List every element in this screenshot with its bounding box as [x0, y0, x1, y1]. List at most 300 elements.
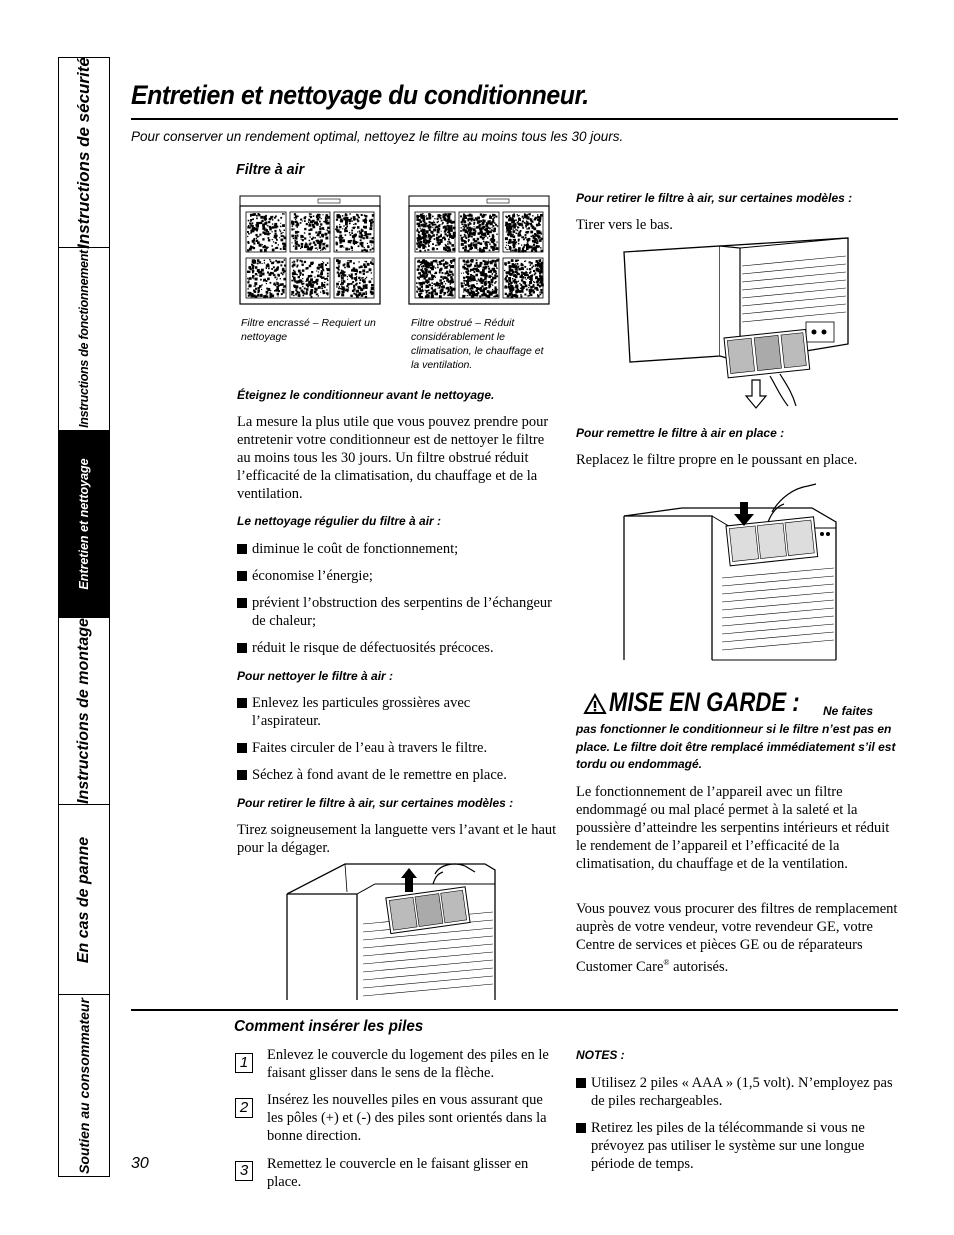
dirt-speck: [306, 279, 309, 282]
dirt-speck: [512, 278, 513, 279]
dirt-speck: [248, 292, 250, 294]
dirt-speck: [275, 247, 277, 249]
dirt-speck: [314, 277, 315, 278]
dirt-speck: [509, 280, 511, 282]
dirt-speck: [310, 236, 311, 237]
dirt-speck: [260, 279, 262, 281]
dirt-speck: [264, 219, 266, 221]
dirt-speck: [336, 259, 339, 262]
dirt-speck: [510, 273, 513, 276]
dirt-speck: [521, 263, 522, 264]
dirt-speck: [283, 291, 285, 293]
dirt-speck: [352, 235, 355, 238]
dirt-speck: [312, 224, 313, 225]
dirt-speck: [432, 289, 435, 292]
step-number: 1: [235, 1053, 253, 1073]
dirt-speck: [255, 273, 257, 275]
dirt-speck: [350, 295, 352, 297]
caution-p2: Vous pouvez vous procurer des filtres de remplacement auprès de votre vendeur, votre revendeur GE, votre Centre de services et pièces GE ou de réparateurs Customer Care® autorisés.: [576, 901, 898, 975]
dirt-speck: [421, 270, 423, 272]
dirt-speck: [325, 233, 328, 236]
dirt-speck: [284, 230, 286, 232]
dirt-speck: [362, 292, 365, 295]
dirt-speck: [283, 278, 286, 281]
dirt-speck: [335, 236, 337, 238]
dirt-speck: [467, 260, 469, 262]
dirt-speck: [489, 236, 490, 237]
dirt-speck: [509, 241, 511, 243]
dirt-speck: [265, 229, 267, 231]
dirt-speck: [323, 247, 326, 250]
dirt-speck: [471, 291, 474, 294]
dirt-speck: [529, 268, 531, 270]
dirt-speck: [506, 237, 508, 239]
dirt-speck: [512, 291, 513, 292]
dirt-speck: [298, 294, 301, 297]
dirt-speck: [251, 222, 253, 224]
dirt-speck: [259, 285, 262, 288]
dirt-speck: [283, 232, 284, 233]
dirt-speck: [505, 278, 507, 280]
dirt-speck: [482, 269, 485, 272]
dirt-speck: [449, 248, 451, 250]
dirt-speck: [369, 281, 370, 282]
dirt-speck: [278, 244, 279, 245]
regular-item: diminue le coût de fonctionnement;: [237, 540, 552, 558]
dirt-speck: [483, 241, 485, 243]
dirt-speck: [435, 277, 436, 278]
dirt-speck: [362, 245, 364, 247]
dirt-speck: [324, 282, 325, 283]
dirt-speck: [341, 270, 343, 272]
dirt-speck: [468, 236, 469, 237]
dirt-speck: [506, 232, 507, 233]
dirt-speck: [438, 288, 439, 289]
dirt-speck: [372, 241, 375, 244]
tab-installation[interactable]: [59, 618, 109, 805]
dirt-speck: [450, 290, 453, 293]
dirt-speck: [431, 282, 433, 284]
page-title: Entretien et nettoyage du conditionneur.: [131, 80, 589, 110]
dirt-speck: [345, 213, 346, 214]
dirt-speck: [355, 273, 357, 275]
dirt-speck: [464, 242, 466, 244]
dirt-speck: [351, 230, 353, 232]
dirt-speck: [254, 282, 257, 285]
dirt-speck: [295, 237, 298, 240]
dirt-speck: [301, 290, 303, 292]
dirt-speck: [267, 278, 270, 281]
dirt-speck: [297, 266, 298, 267]
dirt-speck: [353, 288, 355, 290]
dirt-speck: [448, 225, 451, 228]
dirt-speck: [326, 245, 329, 248]
dirt-speck: [420, 215, 423, 218]
dirt-speck: [283, 247, 286, 250]
dirt-speck: [342, 239, 345, 242]
dirt-speck: [372, 259, 373, 260]
dirt-speck: [298, 216, 299, 217]
dirt-speck: [528, 227, 530, 229]
dirt-speck: [293, 238, 294, 239]
dirt-speck: [323, 270, 324, 271]
dirt-speck: [523, 246, 525, 248]
dirt-speck: [416, 282, 418, 284]
dirt-speck: [291, 228, 293, 230]
dirt-speck: [319, 217, 321, 219]
dirt-speck: [346, 285, 347, 286]
dirt-speck: [261, 284, 262, 285]
dirt-speck: [525, 277, 527, 279]
dirt-speck: [345, 227, 347, 229]
dirt-speck: [339, 294, 340, 295]
dirt-speck: [438, 236, 440, 238]
dirt-speck: [295, 214, 296, 215]
dirt-speck: [488, 275, 491, 278]
dirt-speck: [295, 235, 297, 237]
dirt-speck: [428, 237, 429, 238]
dirt-speck: [491, 276, 492, 277]
dirt-speck: [430, 241, 431, 242]
dirt-speck: [284, 259, 286, 261]
dirt-speck: [432, 285, 433, 286]
dirt-speck: [252, 227, 255, 230]
dirt-speck: [476, 248, 477, 249]
dirt-speck: [349, 260, 352, 263]
dirt-speck: [447, 213, 450, 216]
dirt-speck: [341, 235, 342, 236]
dirt-speck: [272, 249, 275, 252]
dirt-speck: [429, 284, 430, 285]
dirt-speck: [321, 273, 323, 275]
dirt-speck: [531, 278, 532, 279]
dirt-speck: [520, 284, 522, 286]
dirt-speck: [484, 288, 486, 290]
dirt-speck: [256, 238, 257, 239]
dirt-speck: [447, 294, 449, 296]
dirt-speck: [250, 247, 252, 249]
dirt-speck: [518, 234, 521, 237]
tab-operating[interactable]: [59, 248, 109, 431]
dirt-speck: [442, 277, 443, 278]
dirt-speck: [511, 294, 512, 295]
dirt-speck: [422, 262, 424, 264]
dirt-speck: [467, 220, 469, 222]
dirt-speck: [491, 284, 492, 285]
dirt-speck: [532, 221, 534, 223]
dirt-speck: [448, 220, 451, 223]
dirt-speck: [453, 259, 456, 262]
dirt-speck: [508, 277, 511, 280]
dirt-speck: [350, 275, 353, 278]
dirt-speck: [518, 266, 519, 267]
dirt-speck: [364, 215, 366, 217]
dirt-speck: [537, 239, 539, 241]
dirt-speck: [472, 288, 474, 290]
dirt-speck: [479, 248, 481, 250]
dirt-speck: [476, 259, 478, 261]
dirt-speck: [420, 244, 422, 246]
dirt-speck: [313, 281, 316, 284]
dirt-speck: [468, 239, 470, 241]
dirt-speck: [512, 228, 513, 229]
dirt-speck: [441, 268, 443, 270]
dirt-speck: [514, 281, 517, 284]
dirt-speck: [357, 226, 360, 229]
dirt-speck: [298, 280, 301, 283]
dirt-speck: [492, 289, 493, 290]
dirt-speck: [345, 234, 347, 236]
dirt-speck: [528, 284, 530, 286]
dirt-speck: [268, 237, 270, 239]
dirt-speck: [524, 244, 526, 246]
dirt-speck: [303, 295, 305, 297]
dirt-speck: [529, 261, 531, 263]
dirt-speck: [494, 263, 497, 266]
dirt-speck: [247, 236, 248, 237]
dirt-speck: [487, 221, 489, 223]
dirt-speck: [326, 278, 328, 280]
dirt-speck: [437, 232, 438, 233]
dirt-speck: [516, 233, 517, 234]
dirt-speck: [441, 224, 442, 225]
dirt-speck: [327, 262, 329, 264]
dirt-speck: [295, 247, 298, 250]
dirt-speck: [259, 244, 262, 247]
dirt-speck: [466, 271, 469, 274]
dirt-speck: [304, 237, 306, 239]
remove-text-right: Tirer vers le bas.: [576, 217, 673, 233]
dirt-speck: [518, 281, 519, 282]
dirt-speck: [308, 275, 311, 278]
dirt-speck: [298, 292, 300, 294]
dirt-speck: [489, 250, 491, 252]
dirt-speck: [488, 260, 489, 261]
section-rule: [131, 1009, 898, 1011]
dirt-speck: [473, 224, 475, 226]
dirt-speck: [275, 242, 277, 244]
dirt-speck: [370, 238, 371, 239]
dirt-speck: [360, 242, 363, 245]
dirt-speck: [260, 216, 263, 219]
dirt-speck: [440, 282, 443, 285]
dirt-speck: [420, 238, 422, 240]
dirt-speck: [463, 273, 464, 274]
dirt-speck: [302, 292, 304, 294]
dirt-speck: [271, 245, 273, 247]
dirt-speck: [447, 263, 449, 265]
dirt-speck: [475, 217, 477, 219]
dirt-speck: [272, 219, 273, 220]
dirt-speck: [420, 241, 423, 244]
dirt-speck: [311, 238, 313, 240]
dirt-speck: [342, 286, 345, 289]
dirt-speck: [518, 250, 521, 253]
dirt-speck: [348, 287, 349, 288]
dirt-speck: [508, 245, 509, 246]
dirt-speck: [341, 280, 343, 282]
dirt-speck: [433, 260, 435, 262]
dirt-speck: [492, 260, 495, 263]
dirt-speck: [450, 281, 452, 283]
dirt-speck: [489, 283, 491, 285]
dirt-speck: [527, 242, 529, 244]
dirt-speck: [474, 271, 476, 273]
dirt-speck: [488, 287, 490, 289]
dirt-speck: [247, 231, 249, 233]
dirt-speck: [540, 264, 543, 267]
dirt-speck: [264, 245, 265, 246]
dirt-speck: [325, 243, 326, 244]
dirt-speck: [266, 264, 269, 267]
dirt-speck: [309, 265, 312, 268]
dirt-speck: [272, 223, 273, 224]
dirt-speck: [529, 289, 532, 292]
dirt-speck: [267, 296, 269, 298]
dirt-speck: [426, 295, 428, 297]
dirt-speck: [473, 232, 474, 233]
dirt-speck: [528, 216, 530, 218]
dirt-speck: [506, 224, 508, 226]
dirt-speck: [319, 241, 320, 242]
dirt-speck: [262, 238, 264, 240]
dirt-speck: [445, 244, 446, 245]
dirt-speck: [292, 223, 295, 226]
dirt-speck: [469, 222, 471, 224]
tab-consumer-support[interactable]: [59, 995, 109, 1176]
dirt-speck: [437, 239, 440, 242]
dirt-speck: [480, 278, 482, 280]
dirt-speck: [274, 225, 275, 226]
dirt-speck: [471, 260, 474, 263]
dirt-speck: [281, 239, 284, 242]
dirt-speck: [482, 220, 484, 222]
dirt-speck: [526, 220, 527, 221]
dirt-speck: [300, 235, 303, 238]
dirt-speck: [429, 221, 431, 223]
dirt-speck: [529, 279, 530, 280]
dirt-speck: [248, 266, 251, 269]
dirt-speck: [284, 237, 285, 238]
dirt-speck: [523, 218, 525, 220]
dirt-speck: [306, 223, 308, 225]
dirt-speck: [531, 262, 533, 264]
dirt-speck: [322, 261, 323, 262]
tab-safety[interactable]: [59, 58, 109, 248]
dirt-speck: [283, 272, 285, 274]
dirt-speck: [473, 284, 474, 285]
dirt-speck: [424, 235, 427, 238]
dirt-speck: [479, 264, 482, 267]
dirt-speck: [357, 220, 359, 222]
dirt-speck: [491, 229, 492, 230]
dirt-speck: [262, 227, 265, 230]
dirt-speck: [526, 279, 527, 280]
dirt-speck: [360, 239, 362, 241]
dirt-speck: [369, 227, 372, 230]
dirt-speck: [450, 235, 453, 238]
dirt-speck: [421, 286, 423, 288]
dirt-speck: [471, 295, 473, 297]
dirt-speck: [540, 276, 543, 279]
dirt-speck: [424, 219, 425, 220]
tab-care-cleaning[interactable]: [59, 431, 109, 618]
dirt-speck: [539, 294, 541, 296]
dirt-speck: [418, 215, 420, 217]
clean-heading: Pour nettoyer le filtre à air :: [237, 669, 394, 683]
dirt-speck: [352, 227, 353, 228]
dirt-speck: [371, 284, 374, 287]
dirt-speck: [468, 244, 470, 246]
dirt-speck: [525, 237, 527, 239]
dirt-speck: [497, 259, 499, 261]
dirt-speck: [304, 261, 306, 263]
dirt-speck: [495, 295, 497, 297]
dirt-speck: [496, 267, 497, 268]
dirt-speck: [359, 230, 361, 232]
dirt-speck: [321, 287, 323, 289]
dirt-speck: [525, 260, 526, 261]
dirt-speck: [256, 218, 258, 220]
dirt-speck: [319, 226, 321, 228]
dirt-speck: [264, 260, 265, 261]
dirt-speck: [309, 294, 311, 296]
dirt-speck: [273, 266, 275, 268]
dirt-speck: [462, 219, 465, 222]
dirt-speck: [267, 263, 268, 264]
dirt-speck: [464, 249, 467, 252]
dirt-speck: [450, 283, 452, 285]
dirt-speck: [447, 246, 449, 248]
dirt-speck: [428, 244, 429, 245]
dirt-speck: [418, 223, 421, 226]
dirt-speck: [480, 262, 482, 264]
tab-troubleshooting[interactable]: [59, 805, 109, 995]
dirt-speck: [363, 226, 365, 228]
dirt-speck: [489, 231, 492, 234]
dirt-speck: [423, 217, 425, 219]
dirt-speck: [360, 287, 362, 289]
dirt-speck: [449, 271, 451, 273]
dirt-speck: [526, 228, 527, 229]
dirt-speck: [471, 242, 473, 244]
dirt-speck: [531, 225, 533, 227]
dirt-speck: [293, 278, 294, 279]
dirt-speck: [470, 279, 472, 281]
dirt-speck: [422, 274, 424, 276]
dirt-speck: [302, 278, 303, 279]
dirt-speck: [521, 250, 524, 253]
dirt-speck: [353, 224, 354, 225]
dirt-speck: [540, 266, 543, 269]
dirt-speck: [487, 237, 488, 238]
dirt-speck: [464, 235, 466, 237]
dirt-speck: [513, 241, 516, 244]
dirt-speck: [264, 249, 267, 252]
dirt-speck: [297, 265, 299, 267]
dirt-speck: [363, 280, 366, 283]
dirt-speck: [302, 239, 304, 241]
dirt-speck: [361, 234, 363, 236]
dirt-speck: [518, 221, 519, 222]
dirt-speck: [316, 283, 318, 285]
dirt-speck: [248, 242, 250, 244]
dirt-speck: [248, 286, 250, 288]
dirt-speck: [434, 222, 435, 223]
dirt-speck: [533, 244, 535, 246]
dirt-speck: [513, 239, 514, 240]
dirt-speck: [421, 282, 423, 284]
